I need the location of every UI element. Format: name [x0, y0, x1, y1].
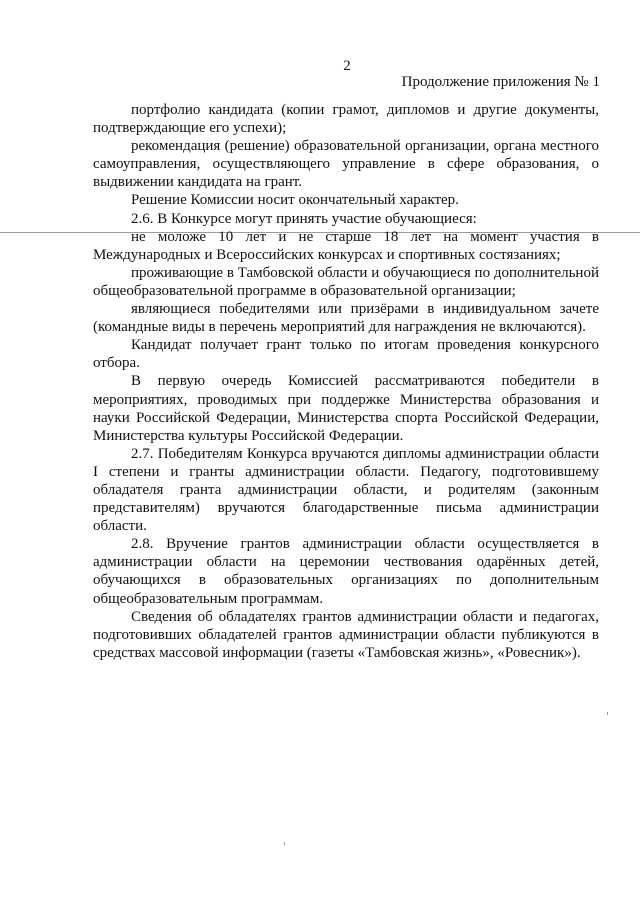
paragraph-2-6: 2.6. В Конкурсе могут принять участие обучающиеся: [131, 210, 477, 227]
paragraph-recommendation: рекомендация (решение) образовательной организации, органа местного самоуправления, осуществляющего управление в сфере образования, о выдвижении кандидата на грант. [93, 138, 599, 191]
paragraph-priority: В первую очередь Комиссией рассматриваются победители в мероприятиях, проводимых при поддержке Министерства образования и науки Российской Федерации, Министерства спорта Российской Федерации, Министерства культуры Российской Федерации. [93, 373, 599, 444]
paragraph-commission-decision: Решение Комиссии носит окончательный характер. [131, 192, 459, 209]
paragraph-2-7: 2.7. Победителям Конкурса вручаются дипломы администрации области I степени и гранты администрации области. Педагогу, подготовившему обладателя гранта администрации области, и родителям (законным представителям) вручаются благодарственные письма администрации области. [93, 445, 599, 535]
paragraph-publication: Сведения об обладателях грантов администрации области и педагогах, подготовивших обладателей грантов администрации области публикуются в средствах массовой информации (газеты «Тамбовская жизнь», «Ровесник»). [93, 608, 599, 661]
paragraph-residence: проживающие в Тамбовской области и обучающиеся по дополнительной общеобразовательной программе в образовательной организации; [93, 264, 599, 299]
document-body [93, 101, 599, 662]
scan-speck [284, 842, 285, 845]
paragraph-2-8: 2.8. Вручение грантов администрации области осуществляется в администрации области на церемонии чествования одарённых детей, обучающихся в образовательных организациях по дополнительным общеобразовательным программам. [93, 536, 599, 607]
paragraph-portfolio: портфолио кандидата (копии грамот, дипломов и другие документы, подтверждающие его успехи); [93, 102, 599, 137]
paragraph-age-limit: не моложе 10 лет и не старше 18 лет на момент участия в Международных и Всероссийских конкурсах и спортивных состязаниях; [93, 228, 599, 263]
paragraph-winners: являющиеся победителями или призёрами в индивидуальном зачете (командные виды в перечень мероприятий для награждения не включаются). [93, 301, 599, 336]
paragraph-grant-basis: Кандидат получает грант только по итогам проведения конкурсного отбора. [93, 337, 599, 372]
page-number: 2 [343, 58, 351, 74]
appendix-continuation-note: Продолжение приложения № 1 [401, 74, 600, 90]
scan-speck [607, 712, 608, 715]
